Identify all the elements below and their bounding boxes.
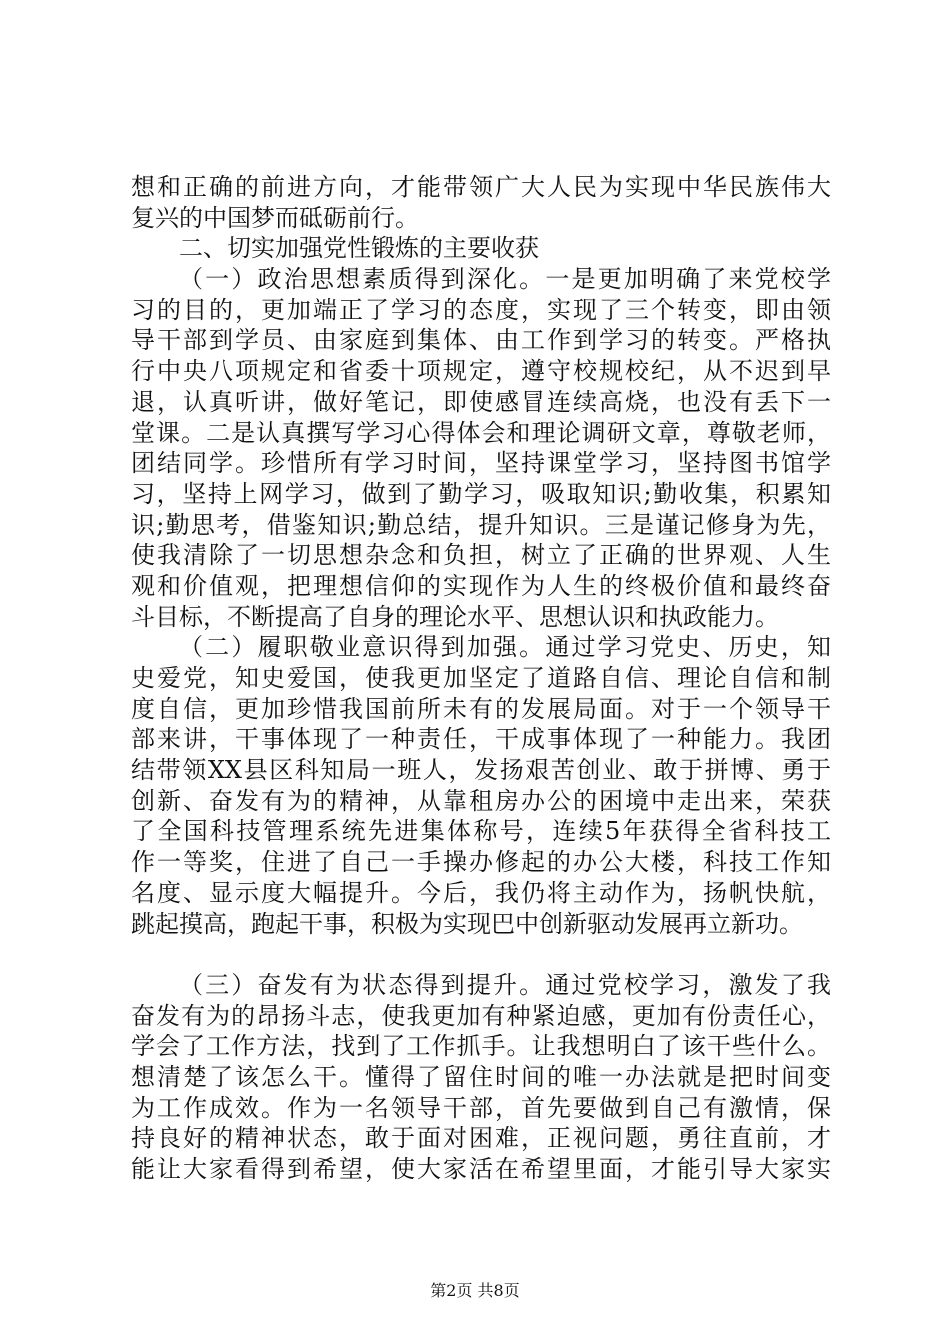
text-line: 斗目标，不断提高了自身的理论水平、思想认识和执政能力。 [131,602,779,631]
text-line: 能让大家看得到希望，使大家活在希望里面，才能引导大家实 [131,1155,831,1183]
text-line: 创新、奋发有为的精神，从靠租房办公的困境中走出来，荣获 [131,786,831,815]
text-line: 复兴的中国梦而砥砺前行。 [131,203,419,232]
text-line: 行中央八项规定和省委十项规定，遵守校规校纪，从不迟到早 [131,357,831,386]
text-line: 想清楚了该怎么干。懂得了留住时间的唯一办法就是把时间变 [131,1062,831,1091]
text-line: （一）政治思想素质得到深化。一是更加明确了来党校学 [179,265,831,294]
text-line: 为工作成效。作为一名领导干部，首先要做到自己有激情，保 [131,1093,831,1122]
text-line: 二、切实加强党性锻炼的主要收获 [179,234,539,263]
blank-line [131,939,831,970]
text-line: 持良好的精神状态，敢于面对困难，正视问题，勇往直前，才 [131,1124,831,1153]
text-line: 使我清除了一切思想杂念和负担，树立了正确的世界观、人生 [131,541,831,570]
text-line: 团结同学。珍惜所有学习时间，坚持课堂学习，坚持图书馆学 [131,449,831,478]
text-line: 退，认真听讲，做好笔记，即使感冒连续高烧，也没有丢下一 [131,387,831,416]
document-body [131,172,831,1185]
text-line: 部来讲，干事体现了一种责任，干成事体现了一种能力。我团 [131,725,831,754]
text-line: 堂课。二是认真撰写学习心得体会和理论调研文章，尊敬老师， [131,418,831,447]
text-line: （二）履职敬业意识得到加强。通过学习党史、历史，知 [179,633,831,662]
text-line: 名度、显示度大幅提升。今后，我仍将主动作为，扬帆快航， [131,878,831,907]
text-line: 导干部到学员、由家庭到集体、由工作到学习的转变。严格执 [131,326,831,355]
text-line: 观和价值观，把理想信仰的实现作为人生的终极价值和最终奋 [131,571,831,600]
text-line: 史爱党，知史爱国，使我更加坚定了道路自信、理论自信和制 [131,664,831,692]
text-line: 作一等奖，住进了自己一手操办修起的办公大楼，科技工作知 [131,848,831,877]
page-footer: 第2页 共8页 [430,1281,520,1300]
text-line: 结带领XX县区科知局一班人，发扬艰苦创业、敢于拼博、勇于 [131,756,831,785]
text-line: 跳起摸高，跑起干事，积极为实现巴中创新驱动发展再立新功。 [131,909,803,938]
text-line: 度自信，更加珍惜我国前所未有的发展局面。对于一个领导干 [131,694,831,723]
text-line: 习的目的，更加端正了学习的态度，实现了三个转变，即由领 [131,295,831,324]
text-line: （三）奋发有为状态得到提升。通过党校学习，激发了我 [179,970,831,999]
text-line: 识;勤思考，借鉴知识;勤总结，提升知识。三是谨记修身为先， [131,510,831,539]
text-line: 奋发有为的昂扬斗志，使我更加有种紧迫感，更加有份责任心， [131,1001,831,1030]
text-line: 了全国科技管理系统先进集体称号，连续5年获得全省科技工 [131,817,831,846]
text-line: 想和正确的前进方向，才能带领广大人民为实现中华民族伟大 [131,173,831,201]
text-line: 习，坚持上网学习，做到了勤学习，吸取知识;勤收集，积累知 [131,479,831,508]
text-line: 学会了工作方法，找到了工作抓手。让我想明白了该干些什么。 [131,1032,831,1061]
